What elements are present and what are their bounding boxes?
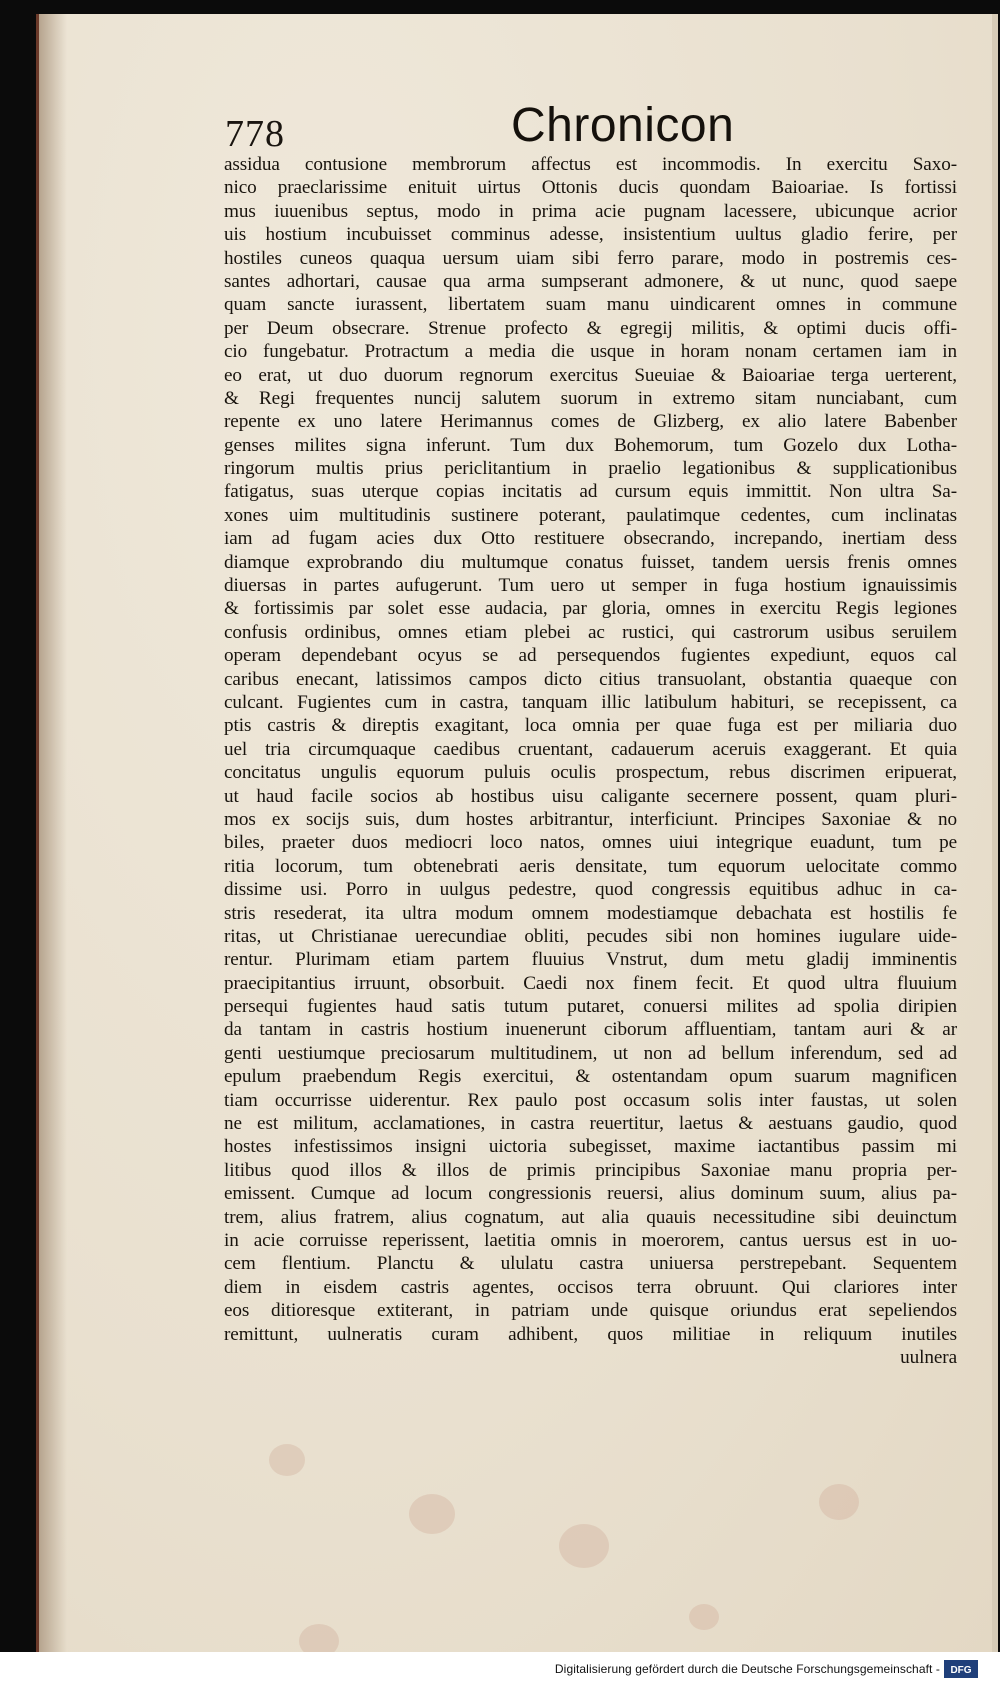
text-line: concitatus ungulis equorum puluis oculis prospectum, rebus discrimen eripuerat,	[224, 762, 957, 784]
text-line: stris resederat, ita ultra modum omnem modestiamque debachata est hostilis fe	[224, 902, 957, 924]
text-line: biles, praeter duos mediocri loco natos, omnes uiui integrique euadunt, tum pe	[224, 832, 957, 854]
text-line: da tantam in castris hostium inuenerunt ciborum affluentiam, tantam auri & ar	[224, 1019, 957, 1041]
text-line: uel tria circumquaque caedibus cruentant, cadauerum aceruis exaggerant. Et quia	[224, 738, 957, 760]
text-line: diem in eisdem castris agentes, occisos terra obruunt. Qui clariores inter	[224, 1276, 957, 1298]
text-line: mus iuuenibus septus, modo in prima acie pugnam lacessere, ubicunque acrior	[224, 200, 957, 222]
text-line: santes adhortari, causae qua arma sumpserant admonere, & ut nunc, quod saepe	[224, 270, 957, 292]
body-text	[224, 153, 957, 1369]
text-line: & Regi frequentes nuncij salutem suorum in extremo sitam nunciabant, cum	[224, 387, 957, 409]
foxing-stain	[689, 1604, 719, 1630]
footer-credit: Digitalisierung gefördert durch die Deutsche Forschungsgemeinschaft -	[554, 1662, 940, 1676]
text-line: eos ditioresque extiterant, in patriam unde quisque oriundus erat sepeliendos	[224, 1300, 957, 1322]
text-line: assidua contusione membrorum affectus est incommodis. In exercitu Saxo-	[224, 154, 957, 175]
text-line: confusis ordinibus, omnes etiam plebei ac rustici, qui castrorum usibus seruilem	[224, 621, 957, 643]
text-line: persequi fugientes haud satis tutum putaret, conuersi milites ad spolia diripien	[224, 996, 957, 1018]
text-line: litibus quod illos & illos de primis principibus Saxoniae manu propria per-	[224, 1159, 957, 1181]
text-line: uis hostium incubuisset comminus adesse, insistentium uultus gladio ferire, per	[224, 224, 957, 246]
text-line: & fortissimis par solet esse audacia, par gloria, omnes in exercitu Regis legiones	[224, 598, 957, 620]
text-line: repente ex uno latere Herimannus comes de Glizberg, ex alio latere Babenber	[224, 411, 957, 433]
text-line: ringorum multis prius periclitantium in praelio legationibus & supplicationibus	[224, 458, 957, 480]
text-line: praecipitantius irruunt, obsorbuit. Caedi nox finem fecit. Et quod ultra fluuium	[224, 972, 957, 994]
text-line: hostiles cuneos quaqua uersum uiam sibi ferro parare, modo in postremis ces-	[224, 247, 957, 269]
text-line: caribus enecant, latissimos campos dicto citius transuolant, obstantia quaeque con	[224, 668, 957, 690]
text-line: diamque exprobrando diu multumque conatus fuisset, tandem uersis frenis omnes	[224, 551, 957, 573]
text-line: cem flentium. Planctu & ululatu castra uniuersa perstrepebant. Sequentem	[224, 1253, 957, 1275]
text-line: dissime usi. Porro in uulgus pedestre, quod congressis equitibus adhuc in ca-	[224, 879, 957, 901]
text-line: quam sancte iurassent, libertatem suam manu uindicarent omnes in commune	[224, 294, 957, 316]
footer-bar	[0, 1652, 1000, 1690]
text-line: remittunt, uulneratis curam adhibent, quos militiae in reliquum inutiles	[224, 1323, 957, 1345]
text-line: genses milites signa inferunt. Tum dux Bohemorum, tum Gozelo dux Lotha-	[224, 434, 957, 456]
catchword: uulnera	[900, 1346, 957, 1368]
text-line: xones uim multitudinis sustinere poterant, paulatimque cedentes, cum inclinatas	[224, 504, 957, 526]
text-line: per Deum obsecrare. Strenue profecto & egregij militis, & optimi ducis offi-	[224, 317, 957, 339]
text-line: iam ad fugam acies dux Otto restituere obsecrando, increpando, inertiam dess	[224, 528, 957, 550]
page-number: 778	[225, 113, 285, 155]
gutter-shadow	[39, 14, 67, 1652]
text-line: in acie corruisse reperissent, laetitia omnis in moerorem, cantus uersus est in uo-	[224, 1229, 957, 1251]
text-line: ut haud facile socios ab hostibus uisu caligante secernere possent, quam pluri-	[224, 785, 957, 807]
running-title: Chronicon	[511, 99, 735, 152]
text-line: rentur. Plurimam etiam partem fluuius Vnstrut, dum metu gladij imminentis	[224, 949, 957, 971]
page-edge	[992, 14, 998, 1652]
foxing-stain	[269, 1444, 305, 1476]
text-line: mos ex socijs suis, dum hostes arbitrantur, interficiunt. Principes Saxoniae & no	[224, 808, 957, 830]
text-line: emissent. Cumque ad locum congressionis reuersi, alius dominum suum, alius pa-	[224, 1183, 957, 1205]
text-line: ritia locorum, tum obtenebrati aeris densitate, tum equorum uelocitate commo	[224, 855, 957, 877]
text-line: nico praeclarissime enituit uirtus Ottonis ducis quondam Baioariae. Is fortissi	[224, 177, 957, 199]
text-line: epulum praebendum Regis exercitui, & ostentandam opum suarum magnificen	[224, 1066, 957, 1088]
text-line: hostes infestissimos insigni uictoria subegisset, maxime iactantibus passim mi	[224, 1136, 957, 1158]
dfg-logo-label: DFG	[950, 1665, 972, 1676]
text-line: operam dependebant ocyus se ad persequendos fugientes expediunt, equos cal	[224, 645, 957, 667]
text-line: eo erat, ut duo duorum regnorum exercitus Sueuiae & Baioariae terga uerterent,	[224, 364, 957, 386]
text-line: culcant. Fugientes cum in castra, tanquam illic latibulum habituri, se recepissent, ca	[224, 691, 957, 713]
text-line: ritas, ut Christianae uerecundiae obliti, pecudes sibi non homines iugulare uide-	[224, 925, 957, 947]
text-line: diuersas in partes aufugerunt. Tum uero ut semper in fuga hostium ignauissimis	[224, 575, 957, 597]
foxing-stain	[819, 1484, 859, 1520]
text-line: ptis castris & direptis exagitant, loca omnia per quae fuga est per miliaria duo	[224, 715, 957, 737]
text-line: genti uestiumque preciosarum multitudinem, ut non ad bellum inferendum, sed ad	[224, 1042, 957, 1064]
dfg-logo-icon	[944, 1660, 978, 1678]
text-line: trem, alius fratrem, alius cognatum, aut alia quauis necessitudine sibi deuinctum	[224, 1206, 957, 1228]
text-line: fatigatus, suas uterque copias incitatis ad cursum equis immittit. Non ultra Sa-	[224, 481, 957, 503]
foxing-stain	[559, 1524, 609, 1568]
text-line: cio fungebatur. Protractum a media die usque in horam nonam certamen iam in	[224, 341, 957, 363]
text-line: tiam occurrisse uiderentur. Rex paulo post occasum solis inter faustas, ut solen	[224, 1089, 957, 1111]
text-line: ne est militum, acclamationes, in castra reuertitur, laetus & aestuans gaudio, quod	[224, 1113, 957, 1135]
foxing-stain	[409, 1494, 455, 1534]
